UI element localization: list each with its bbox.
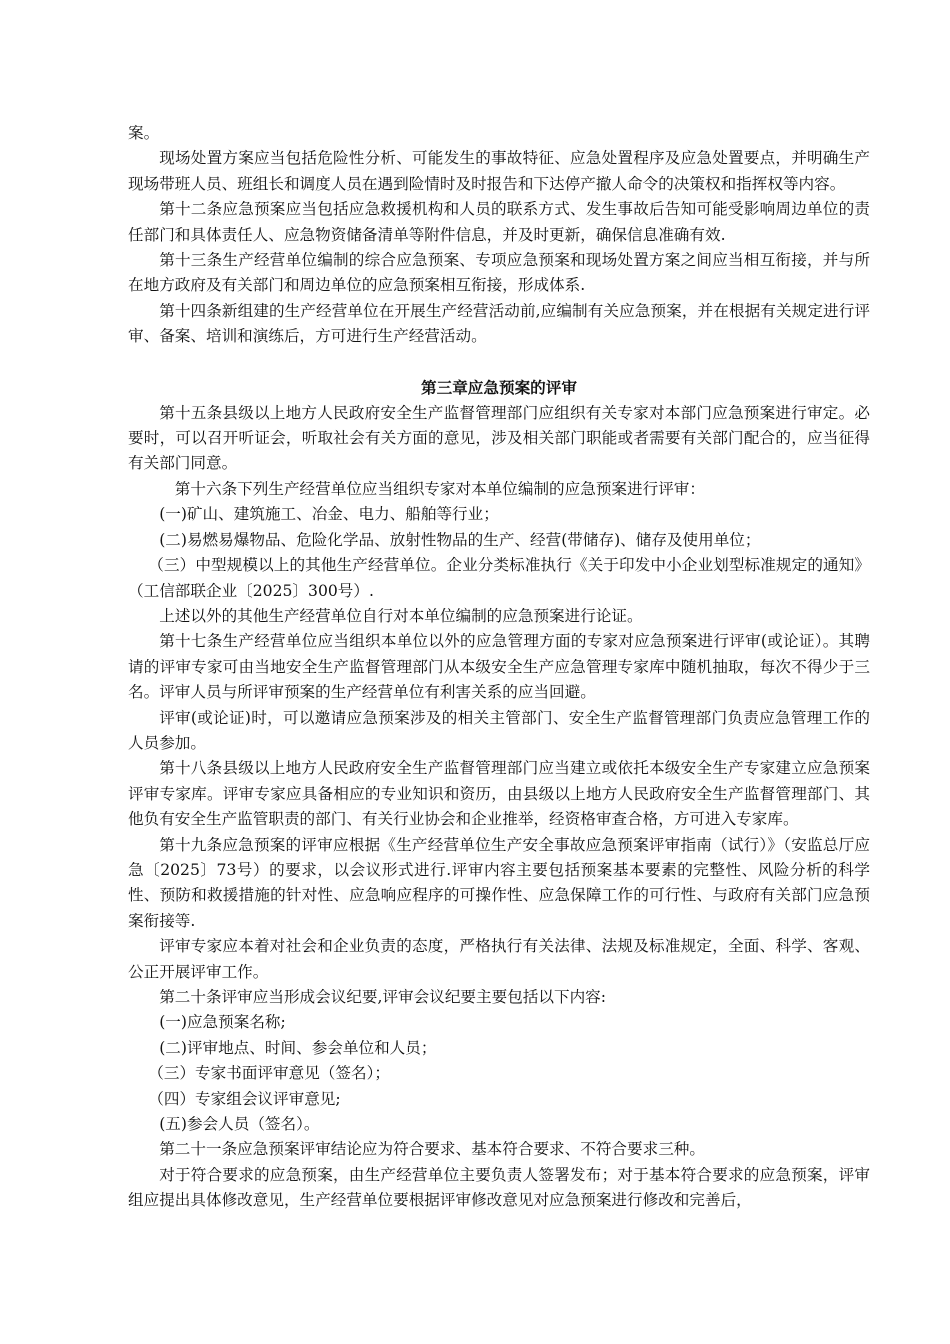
paragraph-p16: 第二十条评审应当形成会议纪要,评审会议纪要主要包括以下内容: — [159, 988, 607, 1006]
paragraph-p2: 第十二条应急预案应当包括应急救援机构和人员的联系方式、发生事故后告知可能受影响周边单位的责任部门和具体责任人、应急物资储备清单等附件信息，并及时更新，确保信息准确有效. — [128, 200, 870, 244]
paragraph-p11: 第十七条生产经营单位应当组织本单位以外的应急管理方面的专家对应急预案进行评审(或论证）。其聘请的评审专家可由当地安全生产监督管理部门从本级安全生产应急管理专家库中随机抽取，每次不得少于三名。评审人员与所评审预案的生产经营单位有利害关系的应当回避。 — [128, 632, 870, 702]
paragraph-p10: 上述以外的其他生产经营单位自行对本单位编制的应急预案进行论证。 — [159, 606, 643, 625]
paragraph-p22: 第二十一条应急预案评审结论应为符合要求、基本符合要求、不符合要求三种。 — [159, 1140, 705, 1159]
paragraph-p1: 现场处置方案应当包括危险性分析、可能发生的事故特征、应急处置程序及应急处置要点，并明确生产现场带班人员、班组长和调度人员在遇到险情时及时报告和下达停产撤人命令的决策权和指挥权等内容。 — [128, 149, 870, 193]
paragraph-p6: 第十六条下列生产经营单位应当组织专家对本单位编制的应急预案进行评审： — [174, 479, 705, 498]
paragraph-p14: 第十九条应急预案的评审应根据《生产经营单位生产安全事故应急预案评审指南（试行）》（安监总厅应急〔2025〕73号）的要求，以会议形式进行.评审内容主要包括预案基本要素的完整性、风险分析的科学性、预防和救援措施的针对性、应急响应程序的可操作性、应急保障工作的可行性、与政府有关部门应急预案衔接等. — [128, 835, 870, 930]
paragraph-p13: 第十八条县级以上地方人民政府安全生产监督管理部门应当建立或依托本级安全生产专家建立应急预案评审专家库。评审专家应具备相应的专业知识和资历，由县级以上地方人民政府安全生产监督管理部门、其他负有安全生产监管职责的部门、有关行业协会和企业推举，经资格审查合格，方可进入专家库。 — [128, 759, 870, 829]
paragraph-p19: （三）专家书面评审意见（签名）； — [148, 1064, 390, 1083]
paragraph-p0: 案。 — [128, 124, 160, 142]
paragraph-p20: （四）专家组会议评审意见; — [148, 1089, 341, 1108]
paragraph-p12: 评审(或论证)时，可以邀请应急预案涉及的相关主管部门、安全生产监督管理部门负责应急管理工作的人员参加。 — [128, 708, 870, 752]
paragraph-p15: 评审专家应本着对社会和企业负责的态度，严格执行有关法律、法规及标准规定，全面、科学、客观、公正开展评审工作。 — [128, 937, 870, 981]
paragraph-p8: (二)易燃易爆物品、危险化学品、放射性物品的生产、经营(带储存)、储存及使用单位； — [159, 530, 761, 549]
paragraph-p21: (五)参会人员（签名）。 — [159, 1115, 320, 1134]
paragraph-p7: (一)矿山、建筑施工、冶金、电力、船舶等行业； — [159, 505, 499, 524]
section-after — [128, 401, 870, 1214]
paragraph-p17: (一)应急预案名称; — [159, 1013, 286, 1032]
paragraph-p5: 第十五条县级以上地方人民政府安全生产监督管理部门应组织有关专家对本部门应急预案进行审定。必要时，可以召开听证会，听取社会有关方面的意见，涉及相关部门职能或者需要有关部门配合的，应当征得有关部门同意。 — [128, 403, 870, 473]
chapter-heading: 第三章应急预案的评审 — [421, 377, 577, 397]
paragraph-p4: 第十四条新组建的生产经营单位在开展生产经营活动前,应编制有关应急预案，并在根据有关规定进行评审、备案、培训和演练后，方可进行生产经营活动。 — [128, 301, 870, 346]
section-before — [128, 121, 870, 350]
paragraph-p9: （三）中型规模以上的其他生产经营单位。企业分类标准执行《关于印发中小企业划型标准规定的通知》（工信部联企业〔2025〕300号）. — [128, 556, 870, 600]
paragraph-p23: 对于符合要求的应急预案，由生产经营单位主要负责人签署发布；对于基本符合要求的应急预案，评审组应提出具体修改意见，生产经营单位要根据评审修改意见对应急预案进行修改和完善后， — [128, 1165, 870, 1210]
paragraph-p3: 第十三条生产经营单位编制的综合应急预案、专项应急预案和现场处置方案之间应当相互衔接，并与所在地方政府及有关部门和周边单位的应急预案相互衔接，形成体系. — [128, 251, 870, 295]
paragraph-p18: (二)评审地点、时间、参会单位和人员； — [159, 1038, 437, 1057]
document-page — [128, 121, 870, 1214]
